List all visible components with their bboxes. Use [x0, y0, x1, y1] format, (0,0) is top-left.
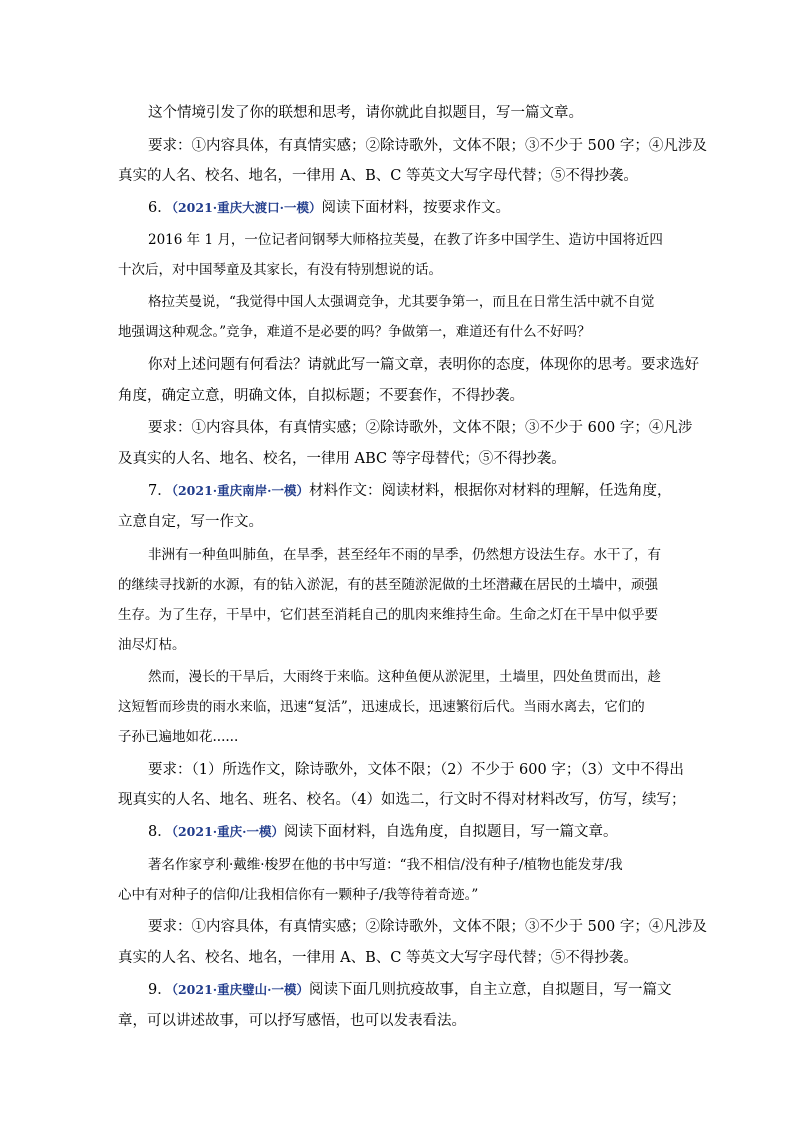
- line-text: 子孙已遍地如花......: [118, 729, 239, 745]
- line-text: 2016 年 1 月，一位记者问钢琴大师格拉芙曼，在教了许多中国学生、造访中国将近四: [148, 232, 663, 248]
- text-line: [118, 885, 478, 905]
- line-text: 著名作家亨利·戴维·梭罗在他的书中写道：“我不相信/没有种子/植物也能发芽/我: [148, 857, 623, 873]
- line-text: 真实的人名、校名、地名，一律用 A、B、C 等英文大写字母代替；⑤不得抄袭。: [118, 950, 638, 966]
- line-text: 这个情境引发了你的联想和思考，请你就此自拟题目，写一篇文章。: [148, 105, 583, 121]
- text-line: [118, 1011, 466, 1031]
- line-text: 要求：（1）所选作文，除诗歌外，文体不限；（2）不少于 600 字；（3）文中不得出: [148, 762, 684, 778]
- line-text: 生存。为了生存，干旱中，它们甚至消耗自己的肌肉来维持生命。生命之灯在干旱中似乎要: [118, 607, 658, 623]
- question-number: 9．: [148, 982, 172, 998]
- line-text: 立意自定，写一作文。: [118, 514, 263, 530]
- question-line: [148, 198, 510, 218]
- source-tag: （2021·重庆·一模）: [171, 824, 284, 839]
- line-text: 你对上述问题有何看法？请就此写一篇文章，表明你的态度，体现你的思考。要求选好: [148, 357, 699, 373]
- text-line: [148, 917, 707, 937]
- line-text: 角度，确定立意，明确文体，自拟标题；不要套作，不得抄袭。: [118, 388, 524, 404]
- question-line: [148, 481, 671, 501]
- source-tag: （2021·重庆南岸·一模）: [171, 483, 309, 498]
- line-text: 章，可以讲述故事，可以抒写感悟，也可以发表看法。: [118, 1013, 466, 1029]
- line-text: 材料作文：阅读材料，根据你对材料的理解，任选角度，: [308, 483, 672, 499]
- text-line: [118, 166, 638, 186]
- line-text: 要求：①内容具体，有真情实感；②除诗歌外，文体不限；③不少于 500 字；④凡涉及: [148, 919, 707, 935]
- text-line: [118, 386, 524, 406]
- line-text: 阅读下面材料，自选角度，自拟题目，写一篇文章。: [283, 824, 618, 840]
- text-line: [118, 948, 638, 968]
- line-text: 格拉芙曼说，“我觉得中国人太强调竞争，尤其要争第一，而且在日常生活中就不自觉: [148, 294, 655, 310]
- line-text: 阅读下面几则抗疫故事，自主立意，自拟题目，写一篇文: [308, 982, 672, 998]
- text-line: [148, 418, 692, 438]
- question-number: 6．: [148, 200, 172, 216]
- text-line: [118, 697, 645, 717]
- line-text: 要求：①内容具体，有真情实感；②除诗歌外，文体不限；③不少于 500 字；④凡涉及: [148, 138, 707, 154]
- line-text: 十次后，对中国琴童及其家长，有没有特别想说的话。: [118, 262, 442, 278]
- text-line: [118, 790, 685, 810]
- line-text: 现真实的人名、地名、班名、校名。（4）如选二，行文时不得对材料改写，仿写，续写；: [118, 792, 686, 808]
- line-text: 然而，漫长的干旱后，大雨终于来临。这种鱼便从淤泥里，土墙里，四处鱼贯而出，趁: [148, 669, 661, 685]
- text-line: [118, 605, 658, 625]
- line-text: 的继续寻找新的水源，有的钻入淤泥，有的甚至随淤泥做的土坯潜藏在居民的土墙中，顽强: [118, 577, 658, 593]
- question-line: [148, 980, 671, 1000]
- text-line: [148, 103, 583, 123]
- text-line: [118, 260, 442, 280]
- line-text: 阅读下面材料，按要求作文。: [321, 200, 510, 216]
- text-line: [118, 575, 658, 595]
- source-tag: （2021·重庆璧山·一模）: [171, 982, 309, 997]
- question-number: 7．: [148, 483, 172, 499]
- question-number: 8．: [148, 824, 172, 840]
- line-text: 心中有对种子的信仰/让我相信你有一颗种子/我等待着奇迹。”: [118, 887, 479, 903]
- line-text: 真实的人名、校名、地名，一律用 A、B、C 等英文大写字母代替；⑤不得抄袭。: [118, 168, 638, 184]
- text-line: [148, 230, 663, 250]
- text-line: [148, 292, 654, 312]
- text-line: [118, 727, 238, 747]
- text-line: [148, 855, 623, 875]
- text-line: [148, 760, 684, 780]
- line-text: 地强调这种观念。”竞争，难道不是必要的吗？争做第一，难道还有什么不好吗？: [118, 324, 591, 340]
- line-text: 非洲有一种鱼叫肺鱼，在旱季，甚至经年不雨的旱季，仍然想方设法生存。水干了，有: [148, 547, 661, 563]
- line-text: 及真实的人名、地名、校名，一律用 ABC 等字母替代；⑤不得抄袭。: [118, 451, 566, 467]
- source-tag: （2021·重庆大渡口·一模）: [171, 200, 322, 215]
- line-text: 油尽灯枯。: [118, 637, 186, 653]
- text-line: [148, 355, 699, 375]
- text-line: [118, 635, 186, 655]
- question-line: [148, 822, 617, 842]
- line-text: 要求：①内容具体，有真情实感；②除诗歌外，文体不限；③不少于 600 字；④凡涉: [148, 420, 693, 436]
- text-line: [118, 512, 263, 532]
- text-line: [148, 136, 707, 156]
- text-line: [118, 449, 566, 469]
- text-line: [148, 545, 661, 565]
- text-line: [148, 667, 661, 687]
- text-line: [118, 322, 591, 342]
- line-text: 这短暂而珍贵的雨水来临，迅速“复活”，迅速成长，迅速繁衍后代。当雨水离去，它们的: [118, 699, 645, 715]
